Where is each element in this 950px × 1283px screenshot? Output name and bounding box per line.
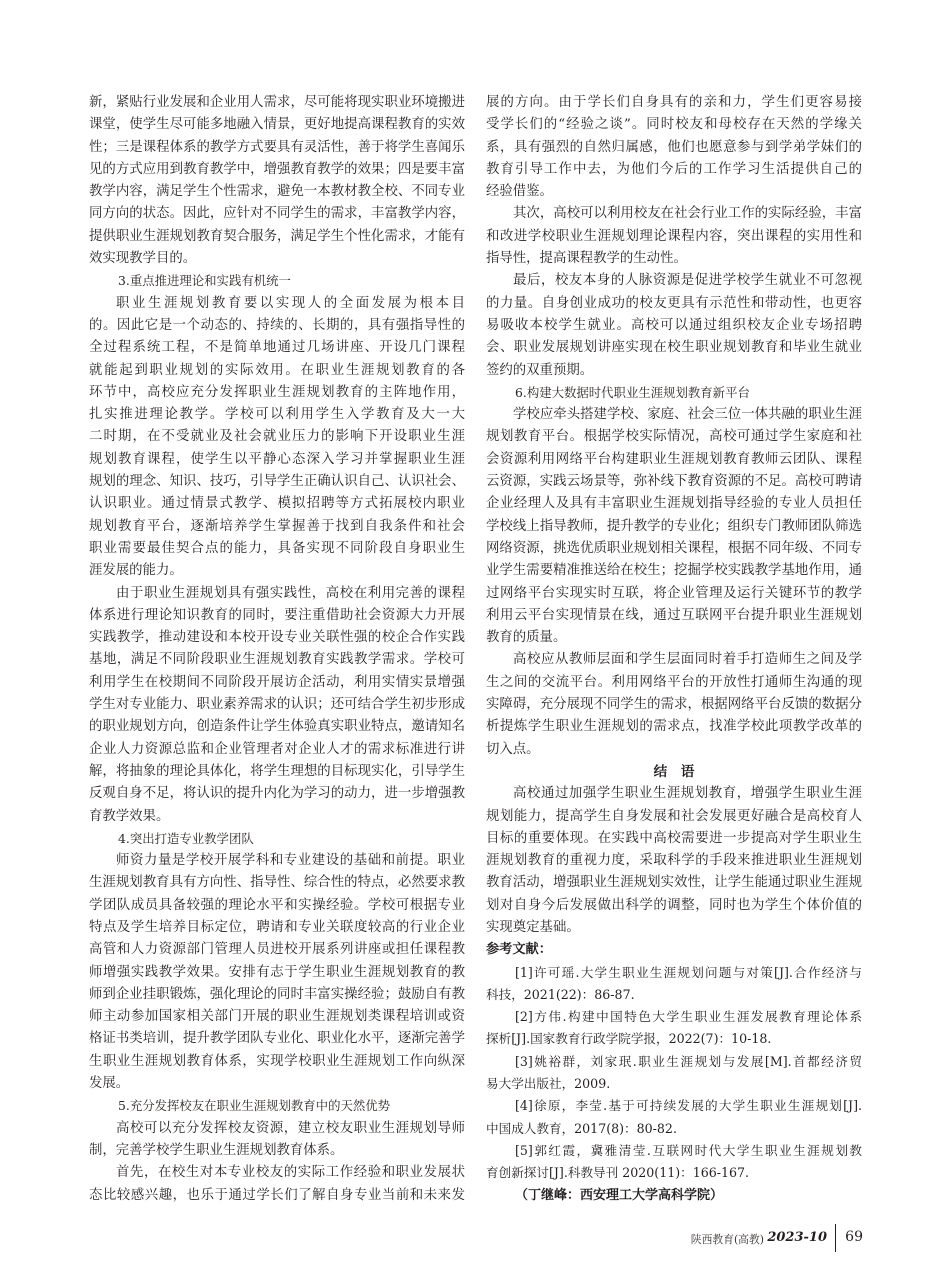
reference-item: [486, 1140, 862, 1185]
text-line: 业学生需要精准推送给在校生；挖掘学校实践教学基地作用，通: [486, 563, 862, 579]
paragraph: [486, 270, 862, 381]
text-line: 全过程系统工程，不是简单地通过几场讲座、开设几门课程: [89, 340, 465, 356]
text-line: 的职业规划方向，创造条件让学生体验真实职业特点，邀请知名: [89, 719, 465, 735]
text-line: 就能起到职业规划的实际效用。在职业生涯规划教育的各: [89, 362, 465, 378]
footer-divider: [835, 1224, 836, 1252]
text-line: 划对自身今后发展做出科学的调整，同时也为学生个体价值的: [486, 897, 862, 913]
text-line: 利用云平台实现情景在线，通过互联网平台提升职业生涯规划: [486, 607, 862, 623]
text-line: 其次，高校可以利用校友在社会行业工作的实际经验，丰富: [513, 206, 862, 222]
text-line: 态比较感兴趣，也乐于通过学长们了解自身专业当前和未来发: [89, 1187, 465, 1203]
text-line: 扎实推进理论教学。学校可以利用学生入学教育及大一大: [89, 407, 465, 423]
text-line: 职业需要最佳契合点的能力，具备实现不同阶段自身职业生: [89, 540, 465, 556]
text-line: 认识职业。通过情景式教学、模拟招聘等方式拓展校内职业: [89, 496, 465, 512]
text-line: 科技，2021(22)：86-87.: [486, 986, 635, 1002]
text-line: 高校通过加强学生职业生涯规划教育，增强学生职业生涯: [513, 786, 862, 802]
text-line: 高管和人力资源部门管理人员进校开展系列讲座或担任课程教: [89, 942, 465, 958]
text-line: 首先，在校生对本专业校友的实际工作经验和职业发展状: [116, 1165, 465, 1181]
text-line: 师资力量是学校开展学科和专业建设的基础和前提。职业: [116, 853, 465, 869]
text-line: 切入点。: [486, 741, 540, 757]
text-line: 实践教学，推动建设和本校开设专业关联性强的校企合作实践: [89, 630, 465, 646]
text-line: 同方向的状态。因此，应针对不同学生的需求，丰富教学内容，: [89, 206, 465, 222]
text-line: 最后，校友本身的人脉资源是促进学校学生就业不可忽视: [513, 273, 862, 289]
text-line: 中国成人教育，2017(8)：80-82.: [486, 1120, 677, 1136]
text-line: 高校应从教师层面和学生层面同时着手打造师生之间及学: [513, 652, 862, 668]
paragraph: [486, 783, 862, 939]
text-line: 反观自身不足，将认识的提升内化为学习的动力，进一步增强教: [89, 786, 465, 802]
text-line: 受学长们的“经验之谈”。同时校友和母校存在天然的学缘关: [486, 117, 862, 133]
text-line: 学团队成员具备较强的理论水平和实操经验。学校可根据专业: [89, 897, 465, 913]
right-column: [486, 92, 862, 1207]
page-number: 69: [845, 1229, 863, 1245]
text-line: 体系进行理论知识教育的同时，要注重借助社会资源大力开展: [89, 607, 465, 623]
text-line: 结 语: [653, 763, 695, 780]
left-column: [89, 92, 465, 1207]
text-line: [3]姚裕群，刘家珉.职业生涯规划与发展[M].首都经济贸: [515, 1053, 862, 1069]
text-line: 利用学生在校期间不同阶段开展访企活动，利用实情实景增强: [89, 674, 465, 690]
text-line: 展的方向。由于学长们自身具有的亲和力，学生们更容易接: [486, 95, 862, 110]
text-line: 新，紧贴行业发展和企业用人需求，尽可能将现实职业环境搬进: [89, 95, 465, 110]
paragraph-continuation: [89, 92, 465, 270]
text-line: [1]许可瑶.大学生职业生涯规划问题与对策[J].合作经济与: [515, 964, 862, 980]
journal-name: 陕西教育(高教): [690, 1233, 764, 1246]
text-line: 制，完善学校学生职业生涯规划教育体系。: [89, 1142, 344, 1158]
text-line: 企业人力资源总监和企业管理者对企业人才的需求标准进行讲: [89, 741, 465, 757]
text-line: （丁继峰：西安理工大学高科学院）: [515, 1187, 724, 1203]
text-line: 规划能力，提高学生自身发展和社会发展更好融合是高校育人: [486, 808, 862, 824]
reference-item: [486, 1095, 862, 1140]
text-line: 6.构建大数据时代职业生涯规划教育新平台: [515, 384, 750, 400]
text-line: 育创新探讨[J].科教导刊 2020(11)：166-167.: [486, 1165, 750, 1181]
text-line: 3.重点推进理论和实践有机统一: [118, 273, 291, 289]
paragraph: [486, 649, 862, 760]
text-line: 云资源，实践云场景等，弥补线下教育资源的不足。高校可聘请: [486, 474, 862, 490]
text-line: 签约的双重预期。: [486, 362, 594, 378]
text-line: 格证书类培训，提升教学团队专业化、职业化水平，逐渐完善学: [89, 1031, 465, 1047]
text-line: 教育的质量。: [486, 630, 567, 646]
text-line: 涯规划教育的重视力度，采取科学的手段来推进职业生涯规划: [486, 853, 862, 869]
text-line: 会、职业发展规划讲座实现在校生职业规划教育和毕业生就业: [486, 340, 862, 356]
section-title: [486, 761, 862, 783]
text-line: [5]郭红霞，冀雅清莹.互联网时代大学生职业生涯规划教: [515, 1142, 862, 1158]
text-line: 师增强实践教学效果。安排有志于学生职业生涯规划教育的教: [89, 964, 465, 980]
paragraph: [486, 404, 862, 649]
text-line: 网络资源，挑选优质职业规划相关课程，根据不同年级、不同专: [486, 540, 862, 556]
text-line: 参考文献：: [486, 942, 552, 958]
text-line: 育教学效果。: [89, 808, 170, 824]
text-line: 的力量。自身创业成功的校友更具有示范性和带动性，也更容: [486, 295, 862, 311]
text-line: 目标的重要体现。在实践中高校需要进一步提高对学生职业生: [486, 830, 862, 846]
text-line: 实障碍，充分展现不同学生的需求，根据网络平台反馈的数据分: [486, 697, 862, 713]
text-line: 师主动参加国家相关部门开展的职业生涯规划类课程培训或资: [89, 1009, 465, 1025]
references-title: [486, 939, 862, 961]
author-affiliation: [486, 1185, 862, 1207]
text-line: 和改进学校职业生涯规划理论课程内容，突出课程的实用性和: [486, 228, 862, 244]
text-line: 环节中，高校应充分发挥职业生涯规划教育的主阵地作用，: [89, 384, 465, 400]
reference-item: [486, 962, 862, 1007]
paragraph: [89, 583, 465, 828]
text-line: 教学内容，满足学生个性需求，避免一本教材教全校、不同专业: [89, 184, 465, 200]
text-line: 生之间的交流平台。利用网络平台的开放性打通师生沟通的现: [486, 674, 862, 690]
text-line: 规划的理念、知识、技巧，引导学生正确认识自己、认识社会、: [89, 474, 465, 490]
text-line: 5.充分发挥校友在职业生涯规划教育中的天然优势: [118, 1098, 391, 1114]
text-line: 系，具有强烈的自然归属感，他们也愿意参与到学弟学妹们的: [486, 139, 862, 155]
text-line: 基地，满足不同阶段职业生涯规划教育实践教学需求。学校可: [89, 652, 465, 668]
subheading: [89, 1095, 465, 1117]
text-line: 会资源利用网络平台构建职业生涯规划教育教师云团队、课程: [486, 451, 862, 467]
text-line: 师到企业挂职锻炼，强化理论的同时丰富实操经验；鼓励自有教: [89, 986, 465, 1002]
text-line: 性；三是课程体系的教学方式要具有灵活性，善于将学生喜闻乐: [89, 139, 465, 155]
text-line: 提供职业生涯规划教育契合服务，满足学生个性化需求，才能有: [89, 228, 465, 244]
subheading: [89, 270, 465, 292]
text-line: 的。因此它是一个动态的、持续的、长期的，具有强指导性的: [89, 317, 465, 333]
text-line: 职业生涯规划教育要以实现人的全面发展为根本目: [116, 295, 465, 311]
text-line: 学校线上指导教师，提升教学的专业化；组织专门教师团队筛选: [486, 518, 862, 534]
text-line: 见的方式应用到教育教学中，增强教育教学的效果；四是要丰富: [89, 161, 465, 177]
text-line: 企业经理人及具有丰富职业生涯规划指导经验的专业人员担任: [486, 496, 862, 512]
text-line: 解，将抽象的理论具体化，将学生理想的目标现实化，引导学生: [89, 763, 465, 779]
issue-number: 2023-10: [767, 1230, 827, 1245]
reference-item: [486, 1006, 862, 1051]
paragraph-continuation: [486, 92, 862, 203]
text-line: [2]方伟.构建中国特色大学生职业生涯发展教育理论体系: [515, 1009, 862, 1025]
text-line: 析提炼学生职业生涯规划的需求点，找准学校此项教学改革的: [486, 719, 862, 735]
text-line: 教育活动，增强职业生涯规划实效性，让学生能通过职业生涯规: [486, 875, 862, 891]
subheading: [89, 828, 465, 850]
paragraph: [486, 203, 862, 270]
text-line: 探析[J].国家教育行政学院学报，2022(7)：10-18.: [486, 1031, 772, 1047]
text-line: 学生对专业能力、职业素养需求的认识；还可结合学生初步形成: [89, 697, 465, 713]
text-line: 涯发展的能力。: [89, 563, 183, 579]
reference-item: [486, 1051, 862, 1096]
text-line: 实现奠定基础。: [486, 919, 580, 935]
text-line: 4.突出打造专业教学团队: [118, 830, 254, 846]
text-line: 学校应牵头搭建学校、家庭、社会三位一体共融的职业生涯: [513, 407, 862, 423]
text-line: 易大学出版社，2009.: [486, 1076, 611, 1092]
text-line: 发展。: [89, 1076, 130, 1092]
paragraph: [89, 1162, 465, 1207]
text-line: 高校可以充分发挥校友资源，建立校友职业生涯规划导师: [116, 1120, 465, 1136]
text-line: 易吸收本校学生就业。高校可以通过组织校友企业专场招聘: [486, 317, 862, 333]
paragraph: [89, 850, 465, 1095]
text-line: 经验借鉴。: [486, 184, 553, 200]
paragraph: [89, 293, 465, 583]
text-line: 规划教育课程，使学生以平静心态深入学习并掌握职业生涯: [89, 451, 465, 467]
text-line: 课堂，使学生尽可能多地融入情景，更好地提高课程教育的实效: [89, 117, 465, 133]
text-line: 生涯规划教育具有方向性、指导性、综合性的特点，必然要求教: [89, 875, 465, 891]
text-line: 特点及学生培养目标定位，聘请和专业关联度较高的行业企业: [89, 919, 465, 935]
subheading: [486, 382, 862, 404]
text-line: 规划教育平台。根据学校实际情况，高校可通过学生家庭和社: [486, 429, 862, 445]
text-line: 由于职业生涯规划具有强实践性，高校在利用完善的课程: [116, 585, 465, 601]
text-line: 生职业生涯规划教育体系，实现学校职业生涯规划工作向纵深: [89, 1053, 465, 1069]
text-line: [4]徐原，李莹.基于可持续发展的大学生职业生涯规划[J].: [515, 1098, 862, 1114]
paragraph: [89, 1118, 465, 1163]
text-line: 效实现教学目的。: [89, 251, 197, 267]
text-line: 教育引导工作中去，为他们今后的工作学习生活提供自己的: [486, 161, 862, 177]
page-footer: [0, 1224, 950, 1254]
text-line: 过网络平台实现实时互联，将企业管理及运行关键环节的教学: [486, 585, 862, 601]
text-line: 指导性，提高课程教学的生动性。: [486, 251, 687, 267]
text-line: 规划教育平台，逐渐培养学生掌握善于找到自我条件和社会: [89, 518, 465, 534]
text-line: 二时期，在不受就业及社会就业压力的影响下开设职业生涯: [89, 429, 465, 445]
